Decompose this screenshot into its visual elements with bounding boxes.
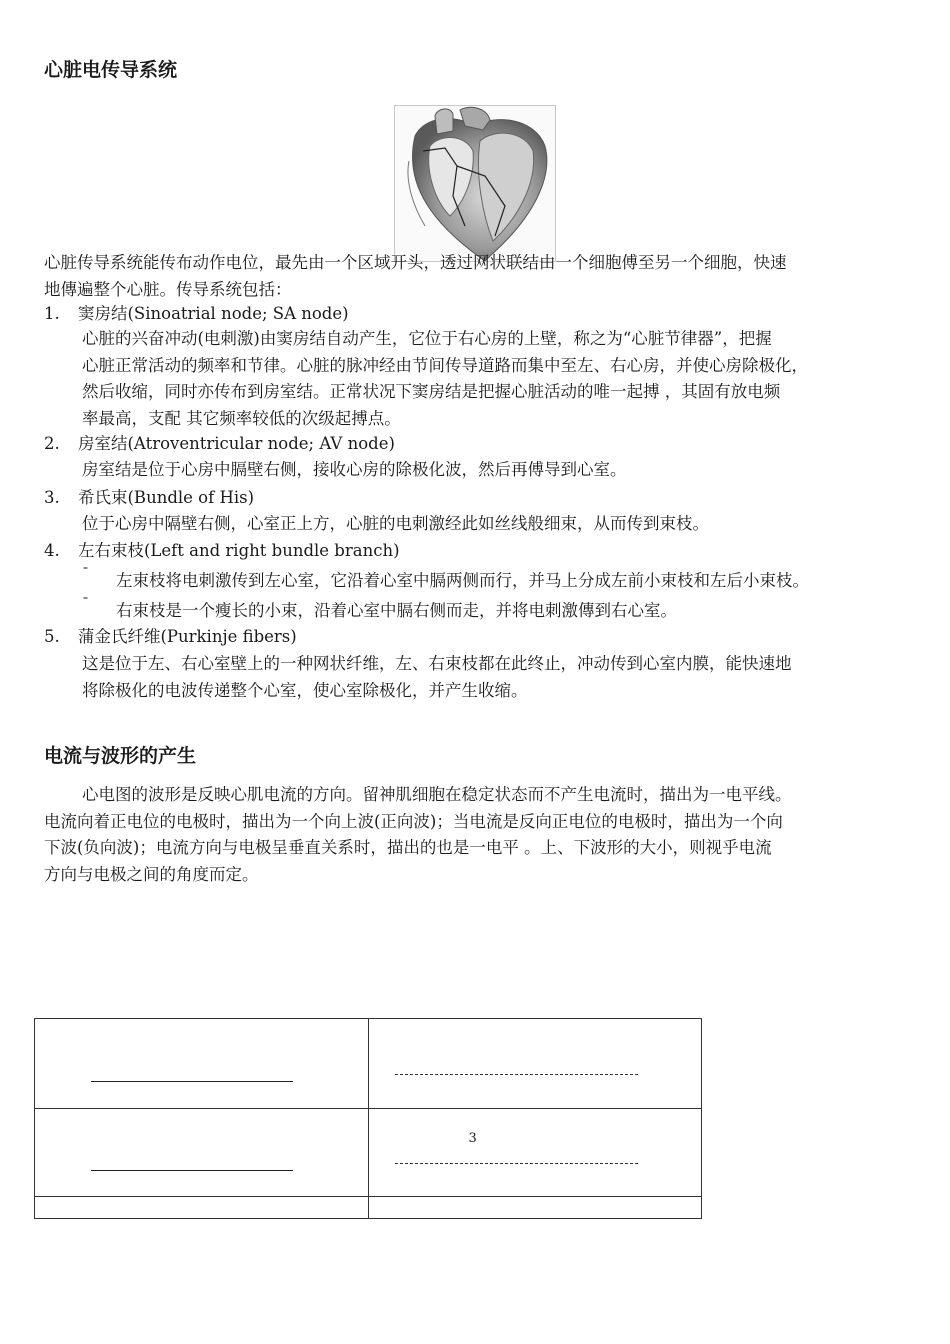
table-cell xyxy=(368,1109,702,1197)
table-row xyxy=(35,1109,702,1197)
list-item-bundle-of-his xyxy=(44,485,254,511)
item-title: 左右束枝(Left and right bundle branch) xyxy=(78,541,400,560)
section-title-current-waveform: 电流与波形的产生 xyxy=(44,745,197,767)
item-description xyxy=(82,457,904,484)
solid-line xyxy=(91,1081,293,1082)
desc-line: 这是位于左、右心室壁上的一种网状纤维，左、右束枝都在此终止，冲动传到心室内膜，能快速地 xyxy=(82,654,792,673)
list-item-purkinje xyxy=(44,624,297,650)
item-title: 希氏束(Bundle of His) xyxy=(78,488,255,507)
desc-line: 将除极化的电波传递整个心室，使心室除极化，并产生收缩。 xyxy=(82,680,528,700)
section-title-conduction: 心脏电传导系统 xyxy=(44,59,178,81)
table-cell xyxy=(35,1019,369,1109)
desc-line: 房室结是位于心房中膈壁右侧，接收心房的除极化波，然后再傅导到心室。 xyxy=(82,460,627,479)
bullet-icon: ˉ xyxy=(82,566,89,582)
item-number: 5. xyxy=(44,627,60,646)
desc-line: 位于心房中隔壁右侧，心室正上方，心脏的电刺激经此如丝线般细束，从而传到束枝。 xyxy=(82,514,709,533)
table-row xyxy=(35,1197,702,1219)
list-item-av-node xyxy=(44,431,395,457)
para-line: 方向与电极之间的角度而定。 xyxy=(44,864,259,884)
para-line: 下波(负向波)；电流方向与电极呈垂直关系时，描出的也是一电平 。上、下波形的大小，则视乎电流 xyxy=(44,838,772,857)
list-item-sa-node xyxy=(44,301,349,327)
item-description xyxy=(82,511,904,538)
dashed-line xyxy=(395,1074,638,1075)
item-number: 3. xyxy=(44,488,60,507)
solid-line xyxy=(91,1170,293,1171)
table-cell xyxy=(368,1019,702,1109)
table-cell xyxy=(368,1197,702,1219)
item-title: 房室结(Atroventricular node; AV node) xyxy=(78,434,395,453)
desc-line: 心脏的兴奋冲动(电刺激)由窦房结自动产生，它位于右心房的上壁，称之为“心脏节律器”，把握 xyxy=(82,329,772,348)
table-cell xyxy=(35,1109,369,1197)
desc-line: 然后收缩，同时亦传布到房室结。正常状况下窦房结是把握心脏活动的唯一起搏 ，其固有放电频 xyxy=(82,382,781,401)
table-row xyxy=(35,1019,702,1109)
table-cell xyxy=(35,1197,369,1219)
item-description xyxy=(82,651,904,704)
intro-paragraph xyxy=(44,250,904,303)
intro-line: 心脏传导系统能传布动作电位，最先由一个区域开头，透过网状联结由一个细胞傅至另一个细胞，快速 xyxy=(44,253,787,272)
heart-diagram-image xyxy=(394,105,556,262)
item-title: 蒲金氏纤维(Purkinje fibers) xyxy=(78,627,297,646)
para-line: 心电图的波形是反映心肌电流的方向。留神肌细胞在稳定状态而不产生电流时，描出为一电平线。 xyxy=(82,785,792,804)
item-number: 1. xyxy=(44,304,60,323)
bullet-item-left-branch: 左束枝将电刺激传到左心室，它沿着心室中膈两侧而行，并马上分成左前小束枝和左后小束枝。 xyxy=(116,571,809,590)
list-item-bundle-branch xyxy=(44,538,400,564)
cell-number: 3 xyxy=(468,1131,477,1146)
waveform-paragraph xyxy=(44,782,904,888)
desc-line: 率最高，支配 其它频率较低的次级起搏点。 xyxy=(82,408,401,428)
item-number: 2. xyxy=(44,434,60,453)
intro-line: 地傳遍整个心脏。传导系统包括： xyxy=(44,279,292,299)
desc-line: 心脏正常活动的频率和节律。心脏的脉冲经由节间传导道路而集中至左、右心房，并使心房除极化， xyxy=(82,355,808,375)
bullet-item-right-branch: 右束枝是一个瘦长的小束，沿着心室中膈右侧而走，并将电刺激傳到右心室。 xyxy=(116,601,677,620)
waveform-table xyxy=(34,1018,702,1219)
heart-illustration-icon xyxy=(395,106,555,261)
bullet-icon: ˉ xyxy=(82,596,89,612)
item-number: 4. xyxy=(44,541,60,560)
item-description xyxy=(82,326,904,432)
para-line: 电流向着正电位的电极时，描出为一个向上波(正向波)；当电流是反向正电位的电极时，描出为一个向 xyxy=(44,811,783,831)
dashed-line xyxy=(395,1163,638,1164)
item-title: 窦房结(Sinoatrial node; SA node) xyxy=(78,304,349,323)
